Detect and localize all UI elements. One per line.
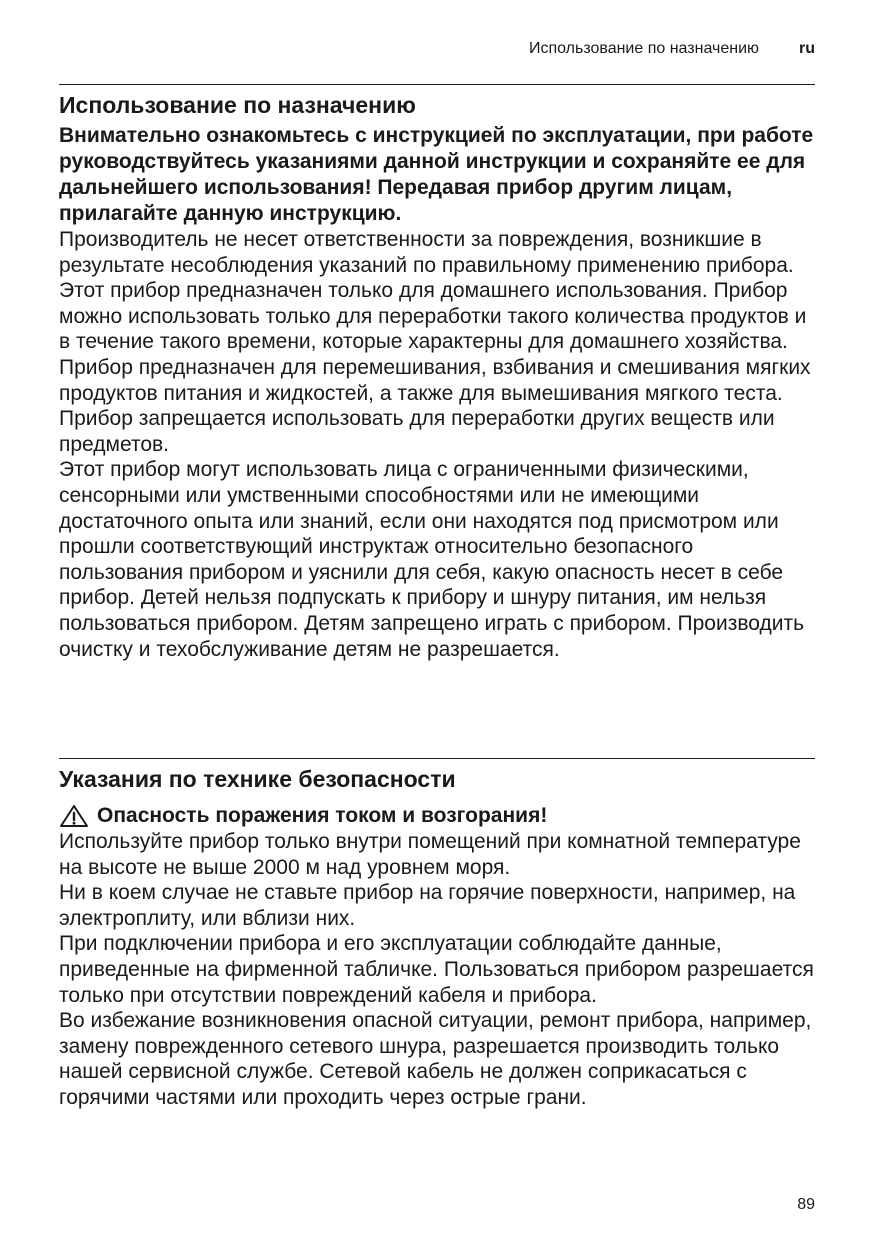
paragraph: Этот прибор могут использовать лица с ограниченными физическими, сенсорными или умственными способностями или не имеющими достаточного опыта или знаний, если они находятся под присмотром или прошли соответствующий инструктаж относительно безопасного пользования прибором и уяснили для себя, какую опасность несет в себе прибор. Детей нельзя подпускать к прибору и шнуру питания, им нельзя пользоваться прибором. Детям запрещено играть с прибором. Производить очистку и техобслуживание детям не разрешается. (59, 458, 805, 661)
paragraph: Используйте прибор только внутри помещений при комнатной температуре на высоте не выше 2000 м над уровнем моря. (59, 830, 801, 879)
paragraph: Ни в коем случае не ставьте прибор на горячие поверхности, например, на электроплиту, или вблизи них. (59, 881, 796, 930)
running-header-title: Использование по назначению (528, 40, 759, 57)
section-divider (59, 758, 815, 759)
lead-paragraph: Внимательно ознакомьтесь с инструкцией по эксплуатации, при работе руководствуйтесь указаниями данной инструкции и сохраняйте ее для дальнейшего использования! Передавая прибор другим лицам, прилагайте данную инструкцию. (59, 124, 814, 225)
section-title: Указания по технике безопасности (59, 766, 456, 792)
warning-text: Опасность поражения током и возгорания! (97, 804, 548, 827)
section-safety (59, 764, 819, 1111)
language-code: ru (799, 40, 815, 57)
section-title: Использование по назначению (59, 92, 416, 118)
paragraph: Прибор предназначен для перемешивания, взбивания и смешивания мягких продуктов питания и жидкостей, а также для вымешивания мягкого теста. Прибор запрещается использовать для переработки других веществ или предметов. (59, 355, 811, 456)
warning-triangle-icon (59, 804, 89, 828)
paragraph: Этот прибор предназначен только для домашнего использования. Прибор можно использовать только для переработки такого количества продуктов и в течение такого времени, которые характерны для домашнего хозяйства. (59, 279, 807, 354)
paragraph: Производитель не несет ответственности за повреждения, возникшие в результате несоблюдения указаний по правильному применению прибора. (59, 228, 794, 277)
page-number: 89 (797, 1196, 815, 1213)
warning-heading (59, 803, 819, 829)
paragraph: При подключении прибора и его эксплуатации соблюдайте данные, приведенные на фирменной табличке. Пользоваться прибором разрешается только при отсутствии повреждений кабеля и прибора. (59, 932, 814, 1007)
running-header (529, 40, 815, 58)
paragraph: Во избежание возникновения опасной ситуации, ремонт прибора, например, замену поврежденного сетевого шнура, разрешается производить только нашей сервисной службе. Сетевой кабель не должен соприкасаться с горячими частями или проходить через острые грани. (59, 1009, 812, 1109)
header-divider (59, 84, 815, 85)
section-intended-use (59, 90, 819, 662)
